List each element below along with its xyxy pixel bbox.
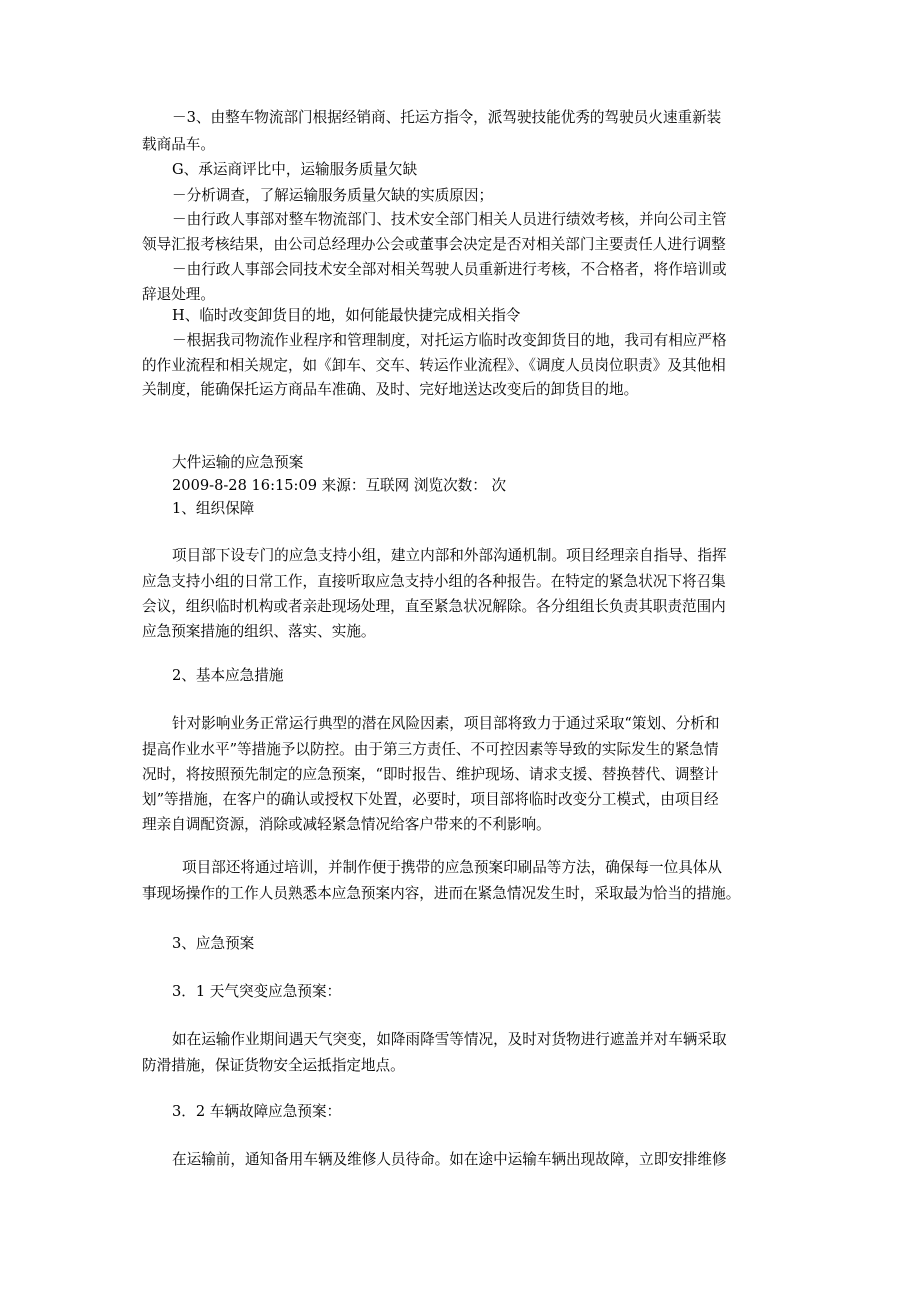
text-line: 项目部下设专门的应急支持小组，建立内部和外部沟通机制。项目经理亲自指导、指挥 [172,547,727,564]
text-line: 项目部还将通过培训，并制作便于携带的应急预案印刷品等方法，确保每一位具体从 [182,859,722,876]
text-line: 如在运输作业期间遇天气突变，如降雨降雪等情况，及时对货物进行遮盖并对车辆采取 [172,1031,727,1048]
text-line: －由行政人事部对整车物流部门、技术安全部门相关人员进行绩效考核，并向公司主管 [172,211,727,228]
text-line: 领导汇报考核结果，由公司总经理办公会或董事会决定是否对相关部门主要责任人进行调整 [142,236,726,253]
text-line: 提高作业水平”等措施予以防控。由于第三方责任、不可控因素等导致的实际发生的紧急情 [142,741,719,758]
section-heading: G、承运商评比中，运输服务质量欠缺 [172,161,418,178]
text-line: 防滑措施，保证货物安全运抵指定地点。 [142,1057,405,1074]
text-line: －分析调查，了解运输服务质量欠缺的实质原因； [172,187,494,204]
text-line: 关制度，能确保托运方商品车准确、及时、完好地送达改变后的卸货目的地。 [142,381,639,398]
section-heading: 2、基本应急措施 [172,667,284,684]
section-heading: 3．1 天气突变应急预案： [172,983,342,1000]
text-line: 辞退处理。 [142,286,215,303]
text-line: －根据我司物流作业程序和管理制度，对托运方临时改变卸货目的地，我司有相应严格 [172,332,727,349]
text-line: 应急支持小组的日常工作，直接听取应急支持小组的各种报告。在特定的紧急状况下将召集 [142,573,726,590]
text-line: 载商品车。 [142,136,215,153]
section-heading: H、临时改变卸货目的地，如何能最快捷完成相关指令 [172,307,521,324]
text-line: 况时，将按照预先制定的应急预案，“即时报告、维护现场、请求支援、替换替代、调整计 [142,766,719,783]
text-line: －3、由整车物流部门根据经销商、托运方指令，派驾驶技能优秀的驾驶员火速重新装 [172,109,722,126]
article-meta: 2009-8-28 16:15:09 来源：互联网 浏览次数： 次 [172,477,507,494]
section-heading: 3．2 车辆故障应急预案： [172,1103,342,1120]
text-line: 在运输前，通知备用车辆及维修人员待命。如在途中运输车辆出现故障，立即安排维修 [172,1151,727,1168]
text-line: 划”等措施，在客户的确认或授权下处置，必要时，项目部将临时改变分工模式，由项目经 [142,791,719,808]
article-title: 大件运输的应急预案 [172,454,304,471]
text-line: 理亲自调配资源，消除或减轻紧急情况给客户带来的不利影响。 [142,816,551,833]
section-heading: 3、应急预案 [172,935,255,952]
text-line: 针对影响业务正常运行典型的潜在风险因素，项目部将致力于通过采取“策划、分析和 [172,715,720,732]
text-line: 应急预案措施的组织、落实、实施。 [142,623,376,640]
text-line: 会议，组织临时机构或者亲赴现场处理，直至紧急状况解除。各分组组长负责其职责范围内 [142,598,726,615]
text-line: 事现场操作的工作人员熟悉本应急预案内容，进而在紧急情况发生时，采取最为恰当的措施。 [142,885,741,902]
text-line: 的作业流程和相关规定，如《卸车、交车、转运作业流程》、《调度人员岗位职责》及其他相 [142,357,726,374]
text-line: －由行政人事部会同技术安全部对相关驾驶人员重新进行考核，不合格者，将作培训或 [172,261,727,278]
section-heading: 1、组织保障 [172,500,255,517]
